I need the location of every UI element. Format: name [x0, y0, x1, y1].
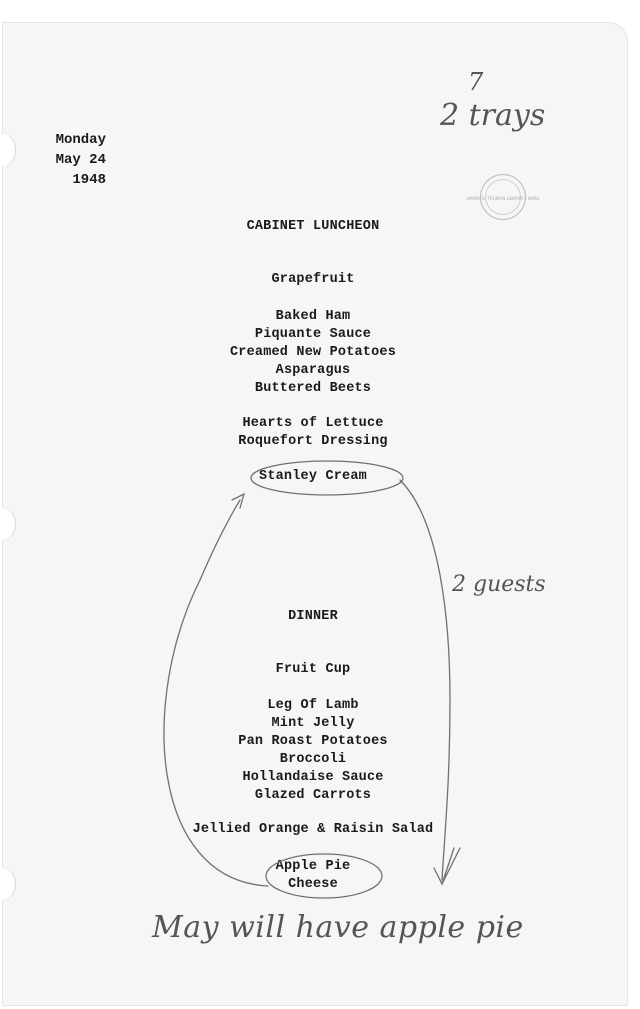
dinner-course-2 [0, 697, 626, 805]
luncheon-course-3 [0, 415, 626, 451]
date-year: 1948 [72, 172, 106, 188]
menu-item: Hollandaise Sauce [242, 770, 384, 785]
luncheon-course-1 [0, 271, 626, 289]
menu-item: Jellied Orange & Raisin Salad [192, 822, 434, 837]
punch-hole [0, 134, 16, 166]
menu-item: Grapefruit [271, 272, 355, 287]
dinner-course-3 [0, 821, 626, 839]
punch-hole [0, 508, 16, 540]
dinner-course-1 [0, 661, 626, 679]
menu-item: Cheese [288, 877, 338, 892]
menu-item: Glazed Carrots [254, 788, 372, 803]
menu-item: Baked Ham [275, 309, 351, 324]
menu-item: Hearts of Lettuce [242, 416, 384, 431]
date-weekday: Monday [55, 132, 106, 148]
handwritten-trays: 2 trays [440, 98, 546, 133]
menu-item: Roquefort Dressing [238, 434, 388, 449]
menu-item: Creamed New Potatoes [229, 345, 397, 360]
menu-item: Buttered Beets [254, 381, 372, 396]
dinner-dessert [0, 858, 626, 894]
menu-item: Piquante Sauce [254, 327, 372, 342]
archive-stamp-label: HARRY S. TRUMAN LIBRARY · NARA [466, 196, 540, 201]
handwritten-note: May will have apple pie [152, 910, 524, 945]
luncheon-course-2 [0, 308, 626, 398]
handwritten-guests: 2 guests [452, 572, 546, 597]
date-block [44, 130, 106, 190]
menu-item: Apple Pie [275, 859, 351, 874]
menu-item: Leg Of Lamb [267, 698, 359, 713]
menu-item: Fruit Cup [275, 662, 351, 677]
dinner-title: DINNER [288, 609, 338, 624]
luncheon-dessert [0, 468, 626, 486]
archive-stamp [466, 174, 540, 220]
luncheon-title: CABINET LUNCHEON [246, 219, 380, 234]
menu-item: Broccoli [279, 752, 347, 767]
menu-item: Pan Roast Potatoes [238, 734, 388, 749]
menu-item: Asparagus [275, 363, 351, 378]
archive-stamp-icon [466, 175, 540, 219]
menu-item: Mint Jelly [271, 716, 355, 731]
handwritten-trays-number: 7 [468, 68, 484, 96]
date-monthday: May 24 [55, 152, 106, 168]
menu-item: Stanley Cream [259, 469, 367, 484]
